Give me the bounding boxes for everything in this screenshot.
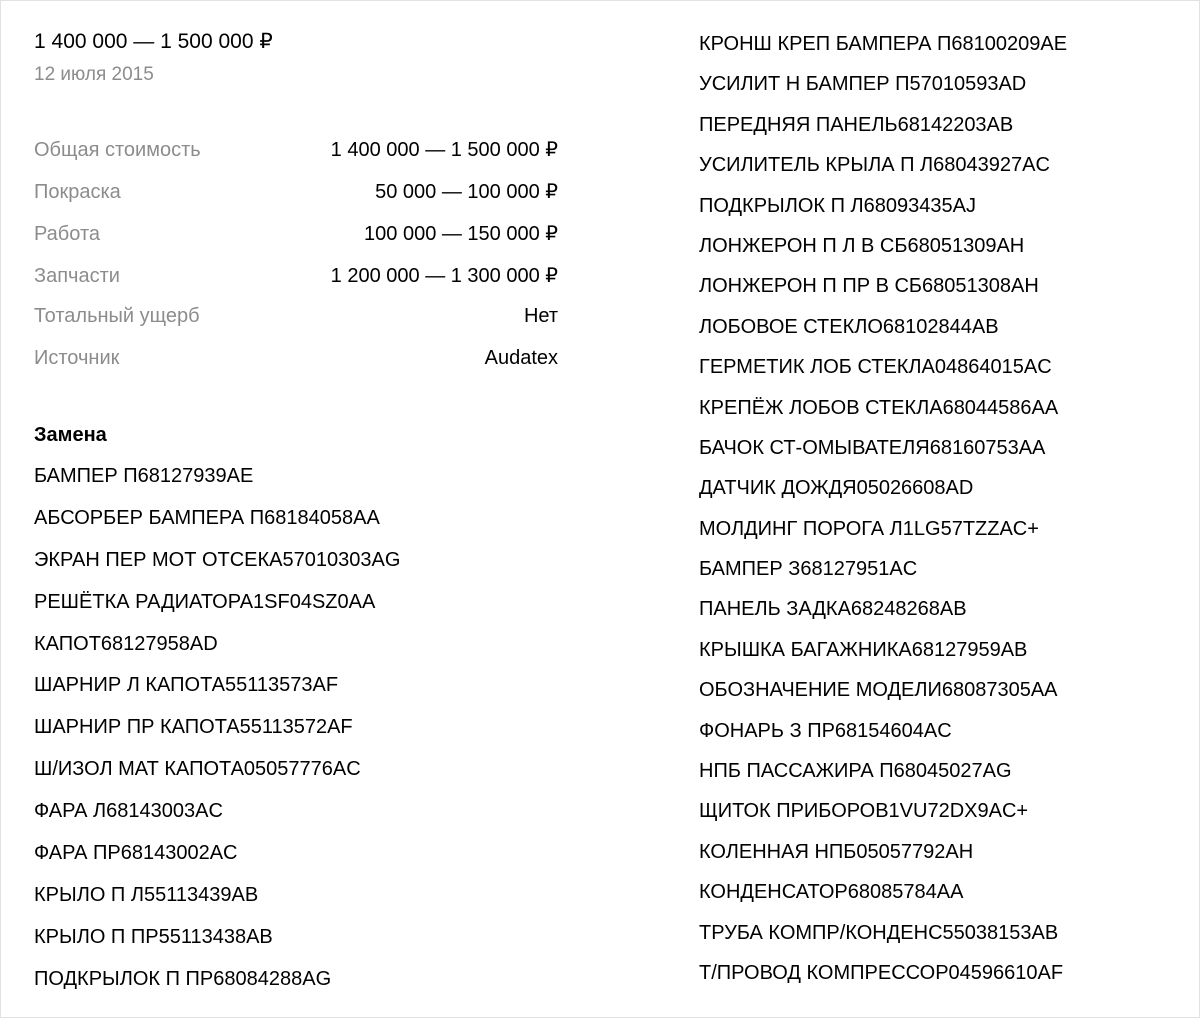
list-item: ПОДКРЫЛОК П ПР68084288AG — [34, 967, 332, 990]
list-item: НПБ ПАССАЖИРА П68045027AG — [699, 760, 1012, 783]
list-item: ЛОНЖЕРОН П ПР В СБ68051308AH — [699, 275, 1039, 298]
list-item: ЩИТОК ПРИБОРОВ1VU72DX9AC+ — [699, 800, 1029, 823]
list-item: ТРУБА КОМПР/КОНДЕНС55038153AB — [699, 921, 1059, 944]
summary-row-painting — [34, 179, 558, 221]
list-item: МОЛДИНГ ПОРОГА Л1LG57TZZAC+ — [699, 517, 1039, 540]
summary-table — [34, 137, 558, 389]
summary-value: 1 400 000 — 1 500 000 ₽ — [330, 139, 558, 161]
summary-row-parts — [34, 263, 558, 305]
list-item: ФАРА ПР68143002AC — [34, 842, 238, 865]
report-date: 12 июля 2015 — [34, 64, 154, 85]
list-item: ФОНАРЬ З ПР68154604AC — [699, 719, 952, 742]
list-item: ПАНЕЛЬ ЗАДКА68248268AB — [699, 598, 967, 621]
summary-value: 100 000 — 150 000 ₽ — [364, 223, 558, 245]
list-item: КРЫЛО П Л55113439AB — [34, 883, 259, 906]
list-item: РЕШЁТКА РАДИАТОРА1SF04SZ0AA — [34, 590, 376, 613]
right-column — [699, 32, 1179, 1001]
list-item: ЛОНЖЕРОН П Л В СБ68051309AH — [699, 234, 1025, 257]
summary-label: Общая стоимость — [34, 139, 201, 161]
list-item: ЛОБОВОЕ СТЕКЛО68102844AB — [699, 315, 999, 338]
replacement-section-title: Замена — [34, 424, 107, 446]
list-item: ШАРНИР ПР КАПОТА55113572AF — [34, 716, 353, 739]
summary-value: 50 000 — 100 000 ₽ — [375, 181, 558, 203]
list-item: ШАРНИР Л КАПОТА55113573AF — [34, 674, 339, 697]
summary-label: Тотальный ущерб — [34, 305, 200, 327]
summary-label: Источник — [34, 347, 120, 369]
list-item: БАЧОК СТ-ОМЫВАТЕЛЯ68160753AA — [699, 436, 1046, 459]
summary-row-total-loss — [34, 305, 558, 347]
list-item: УСИЛИТЕЛЬ КРЫЛА П Л68043927AC — [699, 154, 1050, 177]
summary-label: Запчасти — [34, 265, 120, 287]
summary-value: 1 200 000 — 1 300 000 ₽ — [330, 265, 558, 287]
list-item: БАМПЕР З68127951AC — [699, 558, 918, 581]
list-item: БАМПЕР П68127939AE — [34, 465, 254, 487]
summary-row-source — [34, 347, 558, 389]
summary-value: Audatex — [484, 347, 558, 369]
summary-label: Работа — [34, 223, 100, 245]
replacement-list-left — [34, 464, 558, 1009]
replacement-list-right — [699, 32, 1179, 1001]
list-item: КРЫЛО П ПР55113438AB — [34, 925, 273, 948]
list-item: ГЕРМЕТИК ЛОБ СТЕКЛА04864015AC — [699, 356, 1052, 379]
list-item: КРЕПЁЖ ЛОБОВ СТЕКЛА68044586AA — [699, 396, 1059, 419]
list-item: ДАТЧИК ДОЖДЯ05026608AD — [699, 477, 974, 500]
left-column — [34, 28, 558, 1009]
list-item: ПОДКРЫЛОК П Л68093435AJ — [699, 194, 977, 217]
list-item: КРЫШКА БАГАЖНИКА68127959AB — [699, 638, 1028, 661]
list-item: УСИЛИТ Н БАМПЕР П57010593AD — [699, 73, 1027, 96]
list-item: КАПОТ68127958AD — [34, 632, 218, 655]
list-item: ФАРА Л68143003AC — [34, 800, 223, 823]
list-item: ОБОЗНАЧЕНИЕ МОДЕЛИ68087305AA — [699, 679, 1058, 702]
list-item: ЭКРАН ПЕР МОТ ОТСЕКА57010303AG — [34, 548, 401, 571]
list-item: АБСОРБЕР БАМПЕРА П68184058AA — [34, 506, 380, 529]
list-item: Ш/ИЗОЛ МАТ КАПОТА05057776AC — [34, 758, 361, 781]
summary-row-total — [34, 137, 558, 179]
list-item: КОНДЕНСАТОР68085784AA — [699, 881, 964, 904]
summary-label: Покраска — [34, 181, 121, 203]
summary-row-labor — [34, 221, 558, 263]
summary-value: Нет — [523, 305, 558, 327]
list-item: ПЕРЕДНЯЯ ПАНЕЛЬ68142203AB — [699, 113, 1014, 136]
list-item: Т/ПРОВОД КОМПРЕССОР04596610AF — [699, 961, 1064, 984]
list-item: КОЛЕННАЯ НПБ05057792AH — [699, 840, 974, 863]
list-item: КРОНШ КРЕП БАМПЕРА П68100209AE — [699, 33, 1068, 55]
price-range: 1 400 000 — 1 500 000 ₽ — [34, 30, 273, 53]
